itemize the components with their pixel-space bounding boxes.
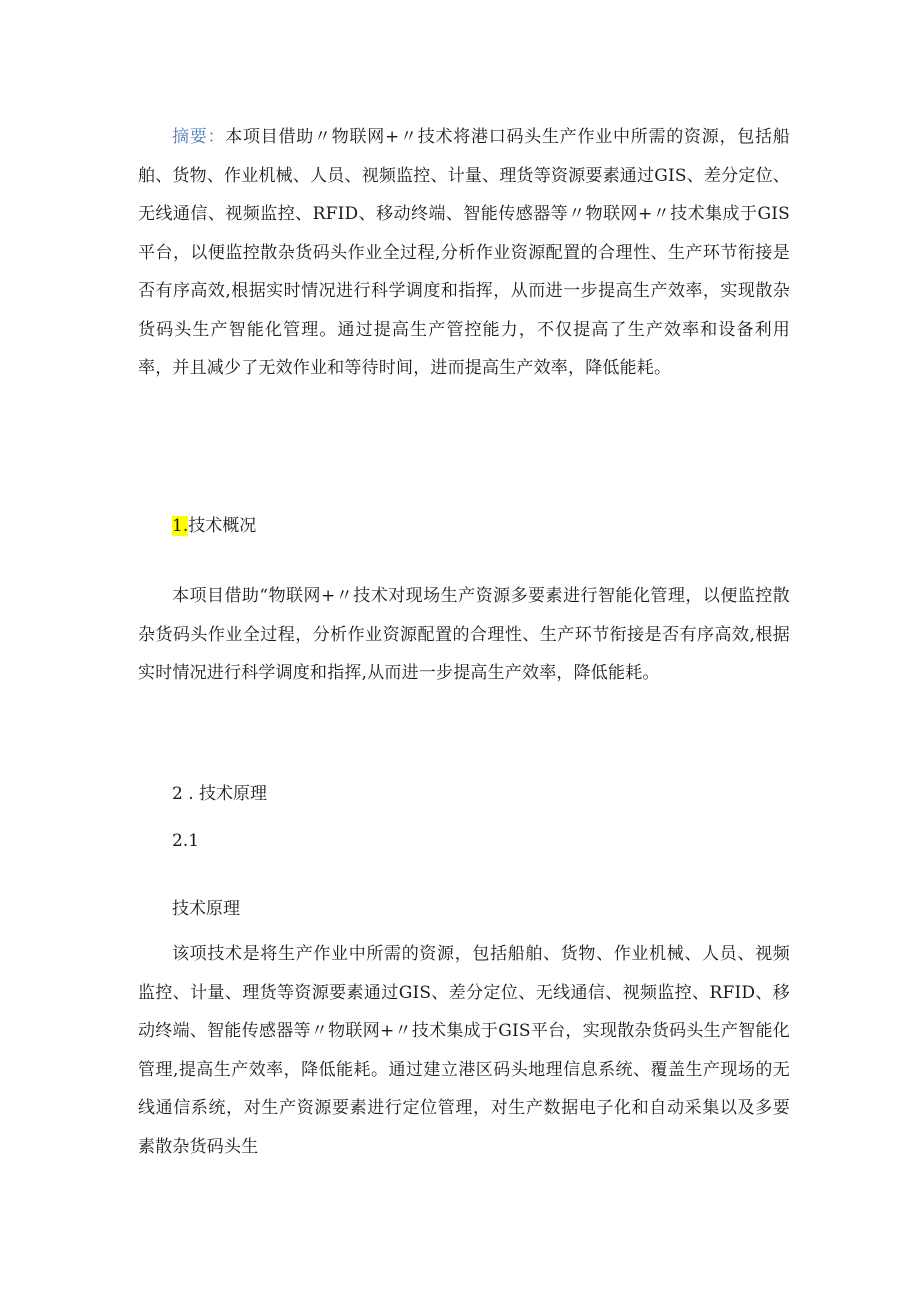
section-1-number: 1. (172, 516, 189, 536)
section-1-title: 技术概况 (188, 516, 257, 536)
section-1-body: 本项目借助“物联网+〃技术对现场生产资源多要素进行智能化管理，以便监控散杂货码头作业全过程，分析作业资源配置的合理性、生产环节衔接是否有序高效,根据实时情况进行科学调度和指挥,从而进一步提高生产效率，降低能耗。 (138, 586, 790, 683)
section-2-1-number: 2.1 (172, 831, 200, 851)
abstract-text: 本项目借助〃物联网+〃技术将港口码头生产作业中所需的资源，包括船舶、货物、作业机械、人员、视频监控、计量、理货等资源要素通过GIS、差分定位、无线通信、视频监控、RFID、移动终端、智能传感器等〃物联网+〃技术集成于GIS平台，以便监控散杂货码头作业全过程,分析作业资源配置的合理性、生产环节衔接是否有序高效,根据实时情况进行科学调度和指挥，从而进一步提高生产效率，实现散杂货码头生产智能化管理。通过提高生产管控能力，不仅提高了生产效率和设备利用率，并且减少了无效作业和等待时间，进而提高生产效率，降低能耗。 (138, 127, 790, 378)
abstract-paragraph (138, 118, 790, 388)
section-2-1-title: 技术原理 (172, 899, 240, 919)
section-2-heading: 2 . 技术原理 (172, 784, 268, 804)
section-1-heading (172, 514, 256, 538)
section-2-1-body: 该项技术是将生产作业中所需的资源，包括船舶、货物、作业机械、人员、视频监控、计量、理货等资源要素通过GIS、差分定位、无线通信、视频监控、RFID、移动终端、智能传感器等〃物联网+〃技术集成于GIS平台，实现散杂货码头生产智能化管理,提高生产效率，降低能耗。通过建立港区码头地理信息系统、覆盖生产现场的无线通信系统，对生产资源要素进行定位管理，对生产数据电子化和自动采集以及多要素散杂货码头生 (138, 944, 790, 1157)
abstract-label: 摘要： (172, 127, 226, 147)
